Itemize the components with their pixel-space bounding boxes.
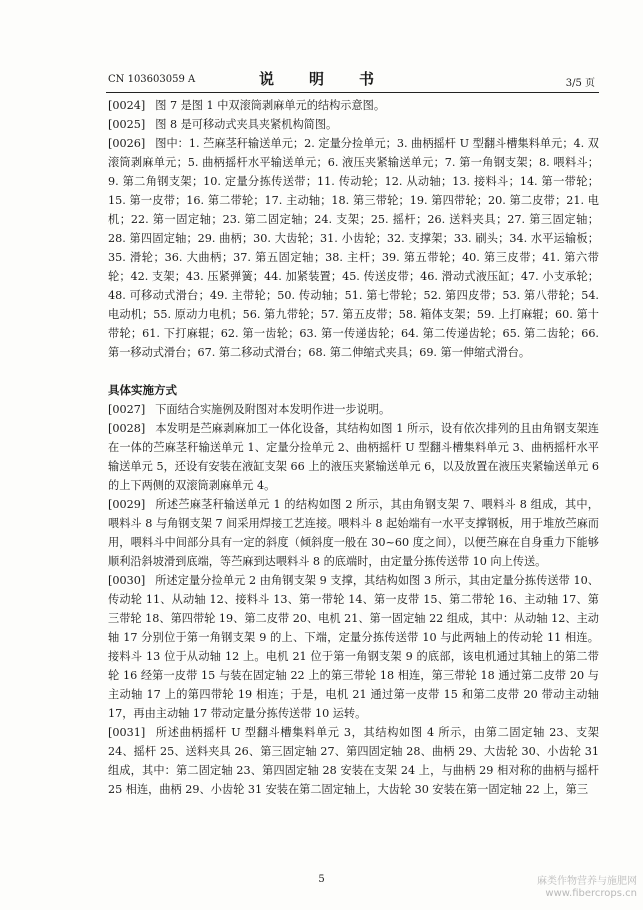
paragraph-number: [0031] xyxy=(108,726,146,739)
paragraph-number: [0024] xyxy=(108,99,146,112)
paragraph-text: 所述定量分捡单元 2 由角钢支架 9 支撑，其结构如图 3 所示，其由定量分拣传送带 10、传动轮 11、从动轴 12、接料斗 13、第一带轮 14、第一皮带 15、第二带轮 16、主动轴 17、第三带轮 18、第四带轮 19、第二皮带 20、电机 21、第一固定轴 22 组成，其中：从动轴 12、主动轴 17 分别位于第一角钢支架 9 的上、下端，定量分拣传送带 10 与此两轴上的传动轮 11 相连。接料斗 13 位于从动轴 12 上。电机 21 位于第一角钢支架 9 的底部，该电机通过其轴上的第二带轮 16 经第一皮带 15 与装在固定轴 22 上的第三带轮 18 相连，第三带轮 18 通过第二皮带 20 与主动轴 17 上的第四带轮 19 相连；于是，电机 21 通过第一皮带 15 和第二皮带 20 带动主动轴 17，再由主动轴 17 带动定量分拣传送带 10 运转。 xyxy=(108,574,599,720)
document-title: 说 明 书 xyxy=(258,70,384,88)
paragraph-number: [0026] xyxy=(108,137,146,150)
page-of-indicator: 3/5 页 xyxy=(565,78,595,89)
paragraph-number: [0028] xyxy=(108,422,146,435)
paragraph-number: [0027] xyxy=(108,403,146,416)
watermark-line: www.fibercrops.cn xyxy=(545,888,637,899)
header-rule xyxy=(106,92,599,93)
paragraph-text: 本发明是苎麻剥麻加工一体化设备，其结构如图 1 所示，设有依次排列的且由角钢支架连在一体的苎麻茎秆输送单元 1、定量分捡单元 2、曲柄摇杆 U 型翻斗槽集料单元 3、曲柄摇杆水平输送单元 5，还设有安装在液缸支架 66 上的液压夹紧输送单元 6，以及放置在液压夹紧输送单元 6 的上下两侧的双滚筒剥麻单元 4。 xyxy=(108,422,599,492)
paragraph-number: [0030] xyxy=(108,574,146,587)
paragraph-0030 xyxy=(108,571,599,723)
paragraph-number: [0025] xyxy=(108,118,146,131)
section-heading: 具体实施方式 xyxy=(108,383,177,397)
paragraph-text: 图 8 是可移动式夹具夹紧机构简图。 xyxy=(155,118,338,131)
paragraph-text: 图中：1. 苎麻茎秆输送单元；2. 定量分捡单元；3. 曲柄摇杆 U 型翻斗槽集料单元；4. 双滚筒剥麻单元；5. 曲柄摇杆水平输送单元；6. 液压夹紧输送单元；7. 第一角钢支架；8. 喂料斗；9. 第二角钢支架；10. 定量分拣传送带；11. 传动轮；12. 从动轴；13. 接料斗；14. 第一带轮；15. 第一皮带；16. 第二带轮；17. 主动轴；18. 第三带轮；19. 第四带轮；20. 第二皮带；21. 电机；22. 第一固定轴；23. 第二固定轴；24. 支架；25. 摇杆；26. 送料夹具；27. 第三固定轴；28. 第四固定轴；29. 曲柄；30. 大齿轮；31. 小齿轮；32. 支撑架；33. 刷头；34. 水平运输板；35. 滑轮；36. 大曲柄；37. 第五固定轴；38. 主杆；39. 第五带轮；40. 第三皮带；41. 第六带轮；42. 支架；43. 压紧弹簧；44. 加紧装置；45. 传送皮带；46. 滑动式液压缸；47. 小支承轮；48. 可移动式滑台；49. 主带轮；50. 传动轴；51. 第七带轮；52. 第四皮带；53. 第八带轮；54. 电动机；55. 原动力电机；56. 第九带轮；57. 第五皮带；58. 箱体支架；59. 上打麻辊；60. 第十带轮；61. 下打麻辊；62. 第一齿轮；63. 第一传递齿轮；64. 第二传递齿轮；65. 第二齿轮；66. 第一移动式滑台；67. 第二移动式滑台；68. 第二伸缩式夹具；69. 第一伸缩式滑台。 xyxy=(108,137,599,359)
paragraph-text: 所述曲柄摇杆 U 型翻斗槽集料单元 3，其结构如图 4 所示，由第二固定轴 23、支架 24、摇杆 25、送料夹具 26、第三固定轴 27、第四固定轴 28、曲柄 29、大齿轮 30、小齿轮 31 组成，其中：第二固定轴 23、第四固定轴 28 安装在支架 24 上，与曲柄 29 相对称的曲柄与摇杆 25 相连，曲柄 29、小齿轮 31 安装在第二固定轴上，大齿轮 30 安装在第一固定轴 22 上，第三 xyxy=(108,726,599,796)
paragraph-number: [0029] xyxy=(108,498,146,511)
paragraph-0029 xyxy=(108,495,599,571)
paragraph-0024 xyxy=(108,96,599,115)
page-header xyxy=(0,68,643,90)
paragraph-0031 xyxy=(108,723,599,799)
paragraph-text: 下面结合实施例及附图对本发明作进一步说明。 xyxy=(155,403,391,416)
paragraph-0026 xyxy=(108,134,599,362)
paragraph-text: 所述苎麻茎秆输送单元 1 的结构如图 2 所示，其由角钢支架 7、喂料斗 8 组成，其中，喂料斗 8 与角钢支架 7 间采用焊接工艺连接。喂料斗 8 起始端有一水平支撑钢板，用于堆放苎麻而用，喂料斗中间部分具有一定的斜度（倾斜度一般在 30~60 度之间），以便苎麻在自身重力下能够顺利沿斜坡滑到底端，等苎麻到达喂料斗 8 的底端时，由定量分拣传送带 10 向上传送。 xyxy=(108,498,599,568)
paragraph-0028 xyxy=(108,419,599,495)
paragraph-text: 图 7 是图 1 中双滚筒剥麻单元的结构示意图。 xyxy=(155,99,386,112)
watermark xyxy=(537,876,637,900)
document-body xyxy=(108,96,599,799)
paragraph-0027 xyxy=(108,400,599,419)
page-number: 5 xyxy=(318,874,325,885)
watermark-line: 麻类作物营养与施肥网 xyxy=(537,876,637,887)
publication-number: CN 103603059 A xyxy=(108,74,196,85)
paragraph-0025 xyxy=(108,115,599,134)
